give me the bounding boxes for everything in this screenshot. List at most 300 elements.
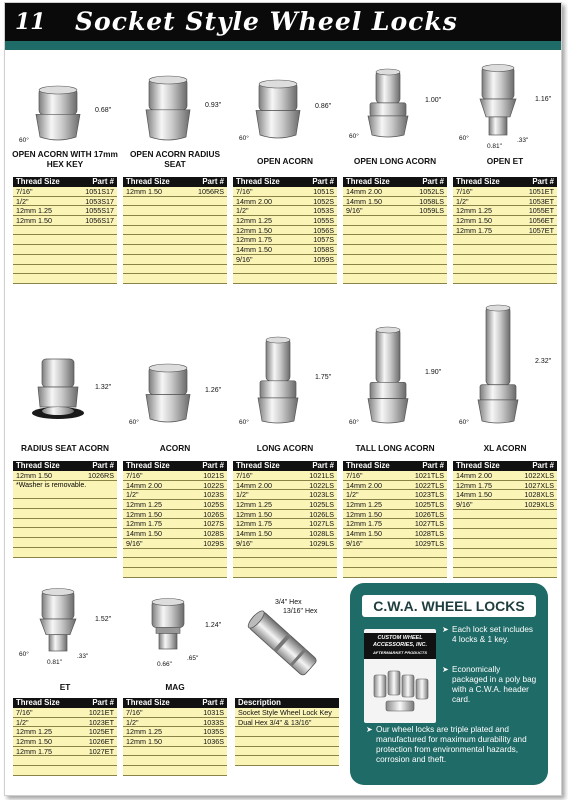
part-number-cell: 1058LS <box>419 196 444 206</box>
part-number-cell: 1056RS <box>198 187 224 196</box>
thread-size-header: Thread Size <box>16 461 60 470</box>
table-row <box>343 255 447 265</box>
thread-size-cell: 9/16" <box>126 538 143 548</box>
table-row <box>235 727 339 737</box>
part-number-cell: 1051S <box>313 187 334 196</box>
product-label: ET <box>59 682 71 692</box>
part-number-cell: 1021ET <box>88 708 114 717</box>
part-table-open-acorn-radius <box>123 177 227 284</box>
part-number-cell: 1057S <box>313 235 334 245</box>
dimension-label: 0.66" <box>157 661 172 668</box>
table-row <box>13 245 117 255</box>
table-row <box>343 481 447 491</box>
table-row <box>123 245 227 255</box>
thread-size-cell: 12mm 1.75 <box>236 519 272 529</box>
part-number-cell: 1057ET <box>528 225 554 235</box>
thread-size-cell: 12mm 1.50 <box>16 216 52 226</box>
dimension-label: .33" <box>77 653 89 660</box>
table-row <box>13 519 117 529</box>
part-number-cell: 1036S <box>203 737 224 747</box>
table-row <box>13 737 117 747</box>
part-number-cell: 1031S <box>203 708 224 717</box>
table-row <box>453 197 557 207</box>
thread-size-cell: 12mm 1.50 <box>16 737 52 747</box>
table-row <box>123 766 227 776</box>
part-number-cell: 1023ET <box>88 717 114 727</box>
thread-size-header: Thread Size <box>456 177 500 186</box>
part-number-cell: 1028TLS <box>414 529 444 539</box>
thread-size-cell: 12mm 1.75 <box>456 225 492 235</box>
product-label: OPEN ACORN WITH 17mm HEX KEY <box>12 149 118 169</box>
angle-label: 60° <box>459 135 469 142</box>
product-image-mag <box>133 597 203 664</box>
part-number-cell: 1025ET <box>88 727 114 737</box>
thread-size-cell: 9/16" <box>346 538 363 548</box>
table-row <box>343 187 447 197</box>
table-row <box>233 471 337 481</box>
table-row <box>343 490 447 500</box>
table-row <box>123 490 227 500</box>
page-number: 11 <box>15 9 46 35</box>
part-number-cell: 1027LS <box>309 519 334 529</box>
part-number-cell: 1029XLS <box>524 500 554 510</box>
catalog-page <box>4 2 562 796</box>
thread-size-cell: 14mm 2.00 <box>126 480 162 490</box>
table-header <box>233 177 337 187</box>
part-number-cell: 1022LS <box>309 480 334 490</box>
table-row <box>13 255 117 265</box>
table-row <box>123 568 227 578</box>
table-row <box>13 471 117 481</box>
part-table-tall-long-acorn <box>343 461 447 578</box>
part-table-open-acorn <box>233 177 337 284</box>
table-row <box>123 197 227 207</box>
part-number-cell: 1056ET <box>528 216 554 226</box>
part-number-header: Part # <box>422 461 444 470</box>
table-header <box>123 698 227 708</box>
thread-size-cell: 12mm 1.25 <box>126 727 162 737</box>
thread-size-cell: 12mm 1.25 <box>456 206 492 216</box>
table-header <box>123 461 227 471</box>
table-row <box>123 718 227 728</box>
thread-size-cell: 1/2" <box>236 206 249 216</box>
table-row: Dual Hex 3/4" & 13/16" <box>235 718 339 728</box>
table-note: *Washer is removable. <box>16 481 87 489</box>
thread-size-header: Thread Size <box>126 698 170 707</box>
thread-size-cell: 7/16" <box>126 708 143 717</box>
thread-size-cell: 12mm 1.50 <box>236 509 272 519</box>
thread-size-cell: 12mm 1.75 <box>346 519 382 529</box>
angle-label: 60° <box>349 133 359 140</box>
dimension-label: 2.32" <box>535 358 552 365</box>
cwa-bullet-1: ➤ Each lock set includes 4 locks & 1 key. <box>442 625 534 644</box>
part-number-header: Part # <box>202 698 224 707</box>
part-table-acorn <box>123 461 227 578</box>
thread-size-cell: 9/16" <box>236 254 253 264</box>
table-row <box>235 747 339 757</box>
table-row <box>123 216 227 226</box>
part-number-cell: 1027S <box>203 519 224 529</box>
table-row <box>343 529 447 539</box>
thread-size-cell: 12mm 1.75 <box>456 480 492 490</box>
product-label: MAG <box>165 682 185 692</box>
dimension-label: 0.86" <box>315 103 332 110</box>
part-number-cell: 1029S <box>203 538 224 548</box>
table-row <box>13 197 117 207</box>
table-row <box>13 187 117 197</box>
product-image-radius-seat-acorn <box>23 355 93 430</box>
table-row <box>453 549 557 559</box>
thread-size-cell: 9/16" <box>236 538 253 548</box>
part-number-cell: 1025TLS <box>414 500 444 510</box>
thread-size-header: Thread Size <box>456 461 500 470</box>
table-row <box>13 708 117 718</box>
thread-size-cell: 14mm 1.50 <box>236 245 272 255</box>
product-image-long-acorn <box>243 335 313 430</box>
thread-size-cell: 7/16" <box>16 708 33 717</box>
table-row <box>123 255 227 265</box>
table-row <box>233 265 337 275</box>
part-number-cell: 1027ET <box>88 746 114 756</box>
table-row <box>453 187 557 197</box>
thread-size-header: Thread Size <box>16 698 60 707</box>
thread-size-cell: 12mm 1.50 <box>126 187 162 196</box>
table-row <box>235 756 339 766</box>
part-number-header: Part # <box>532 461 554 470</box>
part-number-cell: 1021TLS <box>414 471 444 480</box>
thread-size-cell: 9/16" <box>346 206 363 216</box>
thread-size-cell: 14mm 2.00 <box>456 471 492 480</box>
part-number-cell: 1033S <box>203 717 224 727</box>
part-number-cell: 1022XLS <box>524 471 554 480</box>
part-number-header: Part # <box>202 177 224 186</box>
table-row <box>233 490 337 500</box>
part-table-long-acorn <box>233 461 337 578</box>
table-header <box>13 177 117 187</box>
thread-size-cell: 12mm 1.25 <box>16 206 52 216</box>
table-row <box>233 558 337 568</box>
table-row <box>453 558 557 568</box>
product-image-open-acorn <box>243 77 313 146</box>
part-number-cell: 1027TLS <box>414 519 444 529</box>
table-row <box>13 206 117 216</box>
table-row <box>343 265 447 275</box>
thread-size-cell: 1/2" <box>456 196 469 206</box>
part-number-cell: 1053S17 <box>85 196 114 206</box>
thread-size-cell: 12mm 1.50 <box>126 737 162 747</box>
part-number-cell: 1051ET <box>528 187 554 196</box>
thread-size-header: Thread Size <box>126 177 170 186</box>
part-number-cell: 1056S17 <box>85 216 114 226</box>
part-number-cell: 1029LS <box>309 538 334 548</box>
lock-set-icon <box>368 661 432 721</box>
product-label: OPEN ET <box>486 156 524 166</box>
part-table-radius-seat-acorn <box>13 461 117 558</box>
part-table-et <box>13 698 117 776</box>
thread-size-cell: 1/2" <box>126 490 139 500</box>
table-row <box>123 481 227 491</box>
dimension-label: 0.81" <box>47 659 62 666</box>
thread-size-cell: 12mm 1.50 <box>236 225 272 235</box>
part-table-open-long-acorn <box>343 177 447 284</box>
brand-header-card: CUSTOM WHEEL ACCESSORIES, INC. AFTERMARKET PRODUCTS <box>364 633 436 659</box>
dimension-label: 1.24" <box>205 622 222 629</box>
part-number-cell: 1028XLS <box>524 490 554 500</box>
table-row <box>13 756 117 766</box>
part-number-header: Part # <box>202 461 224 470</box>
table-row <box>123 756 227 766</box>
thread-size-cell: 14mm 2.00 <box>236 196 272 206</box>
table-row <box>233 206 337 216</box>
dimension-label: 1.16" <box>535 96 552 103</box>
thread-size-cell: 1/2" <box>346 490 359 500</box>
table-row <box>453 206 557 216</box>
angle-label: 60° <box>239 135 249 142</box>
thread-size-header: Thread Size <box>236 177 280 186</box>
table-row <box>343 235 447 245</box>
table-header <box>233 461 337 471</box>
part-number-header: Part # <box>92 698 114 707</box>
thread-size-header: Thread Size <box>126 461 170 470</box>
table-row <box>123 500 227 510</box>
thread-size-cell: 12mm 1.75 <box>236 235 272 245</box>
table-header <box>13 461 117 471</box>
part-table-xl-acorn <box>453 461 557 578</box>
thread-size-cell: 12mm 1.25 <box>236 216 272 226</box>
thread-size-cell: 12mm 1.25 <box>126 500 162 510</box>
part-number-cell: 1055S <box>313 216 334 226</box>
table-row <box>123 558 227 568</box>
table-row <box>13 274 117 284</box>
product-label: OPEN ACORN RADIUS SEAT <box>129 149 221 169</box>
angle-label: 60° <box>19 137 29 144</box>
key-table-header: Description <box>235 698 339 708</box>
part-number-cell: 1053S <box>313 206 334 216</box>
table-row <box>13 235 117 245</box>
part-table-mag <box>123 698 227 776</box>
cwa-bullet-3: ➤ Our wheel locks are triple plated and manufactured for maximum durability and protection from environmental hazards, corrosion and theft. <box>366 725 527 764</box>
thread-size-cell: 12mm 1.25 <box>16 727 52 737</box>
part-number-cell: 1026TLS <box>414 509 444 519</box>
table-row <box>343 519 447 529</box>
product-label: RADIUS SEAT ACORN <box>20 443 110 453</box>
dimension-label: 1.90" <box>425 369 442 376</box>
key-hex-label-2: 13/16" Hex <box>283 608 318 615</box>
product-label: TALL LONG ACORN <box>355 443 435 453</box>
thread-size-cell: 14mm 1.50 <box>236 529 272 539</box>
part-number-cell: 1026ET <box>88 737 114 747</box>
table-row <box>453 529 557 539</box>
table-row <box>123 539 227 549</box>
part-number-cell: 1052LS <box>419 187 444 196</box>
key-hex-label-1: 3/4" Hex <box>275 599 302 606</box>
product-image-open-et <box>463 63 533 146</box>
table-row <box>453 519 557 529</box>
thread-size-cell: 12mm 1.75 <box>126 519 162 529</box>
part-number-cell: 1022S <box>203 480 224 490</box>
table-row <box>343 216 447 226</box>
thread-size-cell: 1/2" <box>16 196 29 206</box>
table-row <box>343 510 447 520</box>
angle-label: 60° <box>349 419 359 426</box>
thread-size-cell: 14mm 1.50 <box>346 196 382 206</box>
part-number-cell: 1053ET <box>528 196 554 206</box>
table-row <box>233 519 337 529</box>
part-number-cell: 1026LS <box>309 509 334 519</box>
table-row <box>123 727 227 737</box>
thread-size-cell: 12mm 1.50 <box>16 471 52 480</box>
header-banner <box>5 3 561 41</box>
table-row <box>123 549 227 559</box>
thread-size-cell: 12mm 1.75 <box>16 746 52 756</box>
arrow-icon: ➤ <box>366 725 373 734</box>
table-row <box>13 548 117 558</box>
table-row <box>343 568 447 578</box>
product-image-tall-long-acorn <box>353 325 423 430</box>
thread-size-header: Thread Size <box>16 177 60 186</box>
table-row <box>123 529 227 539</box>
table-row <box>453 500 557 510</box>
product-label: OPEN LONG ACORN <box>353 156 437 166</box>
table-row <box>453 274 557 284</box>
part-number-header: Part # <box>312 461 334 470</box>
thread-size-cell: 7/16" <box>236 187 253 196</box>
thread-size-cell: 12mm 1.25 <box>236 500 272 510</box>
dimension-label: .65" <box>187 655 199 662</box>
table-row <box>13 747 117 757</box>
product-image-open-acorn-radius <box>133 73 203 148</box>
thread-size-header: Thread Size <box>236 461 280 470</box>
thread-size-cell: 14mm 1.50 <box>456 490 492 500</box>
product-label: LONG ACORN <box>256 443 314 453</box>
table-row <box>453 568 557 578</box>
table-row <box>343 226 447 236</box>
table-row <box>233 539 337 549</box>
table-row <box>123 519 227 529</box>
part-number-cell: 1021LS <box>309 471 334 480</box>
part-number-cell: 1025S <box>203 500 224 510</box>
dimension-label: 0.81" <box>487 143 502 150</box>
table-row <box>453 235 557 245</box>
part-number-cell: 1025LS <box>309 500 334 510</box>
part-number-cell: 1052S <box>313 196 334 206</box>
thread-size-cell: 14mm 2.00 <box>346 187 382 196</box>
angle-label: 60° <box>459 419 469 426</box>
part-number-cell: 1026RS <box>88 471 114 480</box>
part-number-cell: 1021S <box>203 471 224 480</box>
dimension-label: 1.75" <box>315 374 332 381</box>
part-number-cell: 1023TLS <box>414 490 444 500</box>
page-title: Socket Style Wheel Locks <box>75 7 458 36</box>
cwa-info-panel <box>350 583 548 785</box>
table-row <box>453 255 557 265</box>
table-row <box>123 510 227 520</box>
table-row <box>233 274 337 284</box>
table-row <box>123 471 227 481</box>
table-row <box>233 187 337 197</box>
dimension-label: 1.52" <box>95 616 112 623</box>
dimension-label: 1.32" <box>95 384 112 391</box>
part-number-cell: 1028S <box>203 529 224 539</box>
part-number-cell: 1029TLS <box>414 538 444 548</box>
table-row <box>123 226 227 236</box>
table-row <box>343 245 447 255</box>
table-row <box>123 206 227 216</box>
part-number-cell: 1027XLS <box>524 480 554 490</box>
part-number-header: Part # <box>312 177 334 186</box>
part-number-cell: 1056S <box>313 225 334 235</box>
table-row <box>343 558 447 568</box>
thread-size-header: Thread Size <box>346 461 390 470</box>
table-header <box>123 177 227 187</box>
part-number-cell: 1028LS <box>309 529 334 539</box>
table-row <box>343 197 447 207</box>
table-row <box>343 471 447 481</box>
table-row <box>123 747 227 757</box>
thread-size-cell: 7/16" <box>236 471 253 480</box>
part-number-cell: 1055ET <box>528 206 554 216</box>
table-row <box>233 245 337 255</box>
table-row <box>233 568 337 578</box>
cwa-bullet-2: ➤ Economically packaged in a poly bag with a C.W.A. header card. <box>442 665 537 704</box>
angle-label: 60° <box>129 419 139 426</box>
header-accent-bar <box>5 41 561 50</box>
table-row <box>13 509 117 519</box>
thread-size-cell: 14mm 2.00 <box>236 480 272 490</box>
table-row <box>235 737 339 747</box>
part-number-cell: 1023LS <box>309 490 334 500</box>
table-row <box>123 708 227 718</box>
table-row <box>453 490 557 500</box>
arrow-icon: ➤ <box>442 625 449 634</box>
table-row <box>233 549 337 559</box>
thread-size-cell: 12mm 1.25 <box>346 500 382 510</box>
part-number-header: Part # <box>422 177 444 186</box>
dimension-label: 1.26" <box>205 387 222 394</box>
table-header <box>13 698 117 708</box>
product-image-xl-acorn <box>463 303 533 430</box>
table-row <box>123 187 227 197</box>
table-header <box>343 177 447 187</box>
angle-label: 60° <box>239 419 249 426</box>
table-row <box>13 766 117 776</box>
table-row <box>13 490 117 500</box>
product-image-acorn <box>133 361 203 430</box>
dimension-label: 1.00" <box>425 97 442 104</box>
table-row <box>453 216 557 226</box>
thread-size-cell: 7/16" <box>16 187 33 196</box>
table-row <box>453 226 557 236</box>
table-row <box>343 500 447 510</box>
product-label: OPEN ACORN <box>257 156 313 166</box>
table-row <box>453 245 557 255</box>
part-number-header: Part # <box>532 177 554 186</box>
table-row <box>453 471 557 481</box>
table-header <box>453 461 557 471</box>
dimension-label: 0.68" <box>95 107 112 114</box>
table-row <box>343 274 447 284</box>
thread-size-cell: 1/2" <box>236 490 249 500</box>
table-row <box>233 481 337 491</box>
table-row <box>13 727 117 737</box>
part-number-cell: 1035S <box>203 727 224 737</box>
thread-size-header: Thread Size <box>346 177 390 186</box>
table-row <box>453 510 557 520</box>
thread-size-cell: 12mm 1.50 <box>456 216 492 226</box>
product-label: ACORN <box>159 443 191 453</box>
table-row <box>233 235 337 245</box>
table-row <box>13 538 117 548</box>
